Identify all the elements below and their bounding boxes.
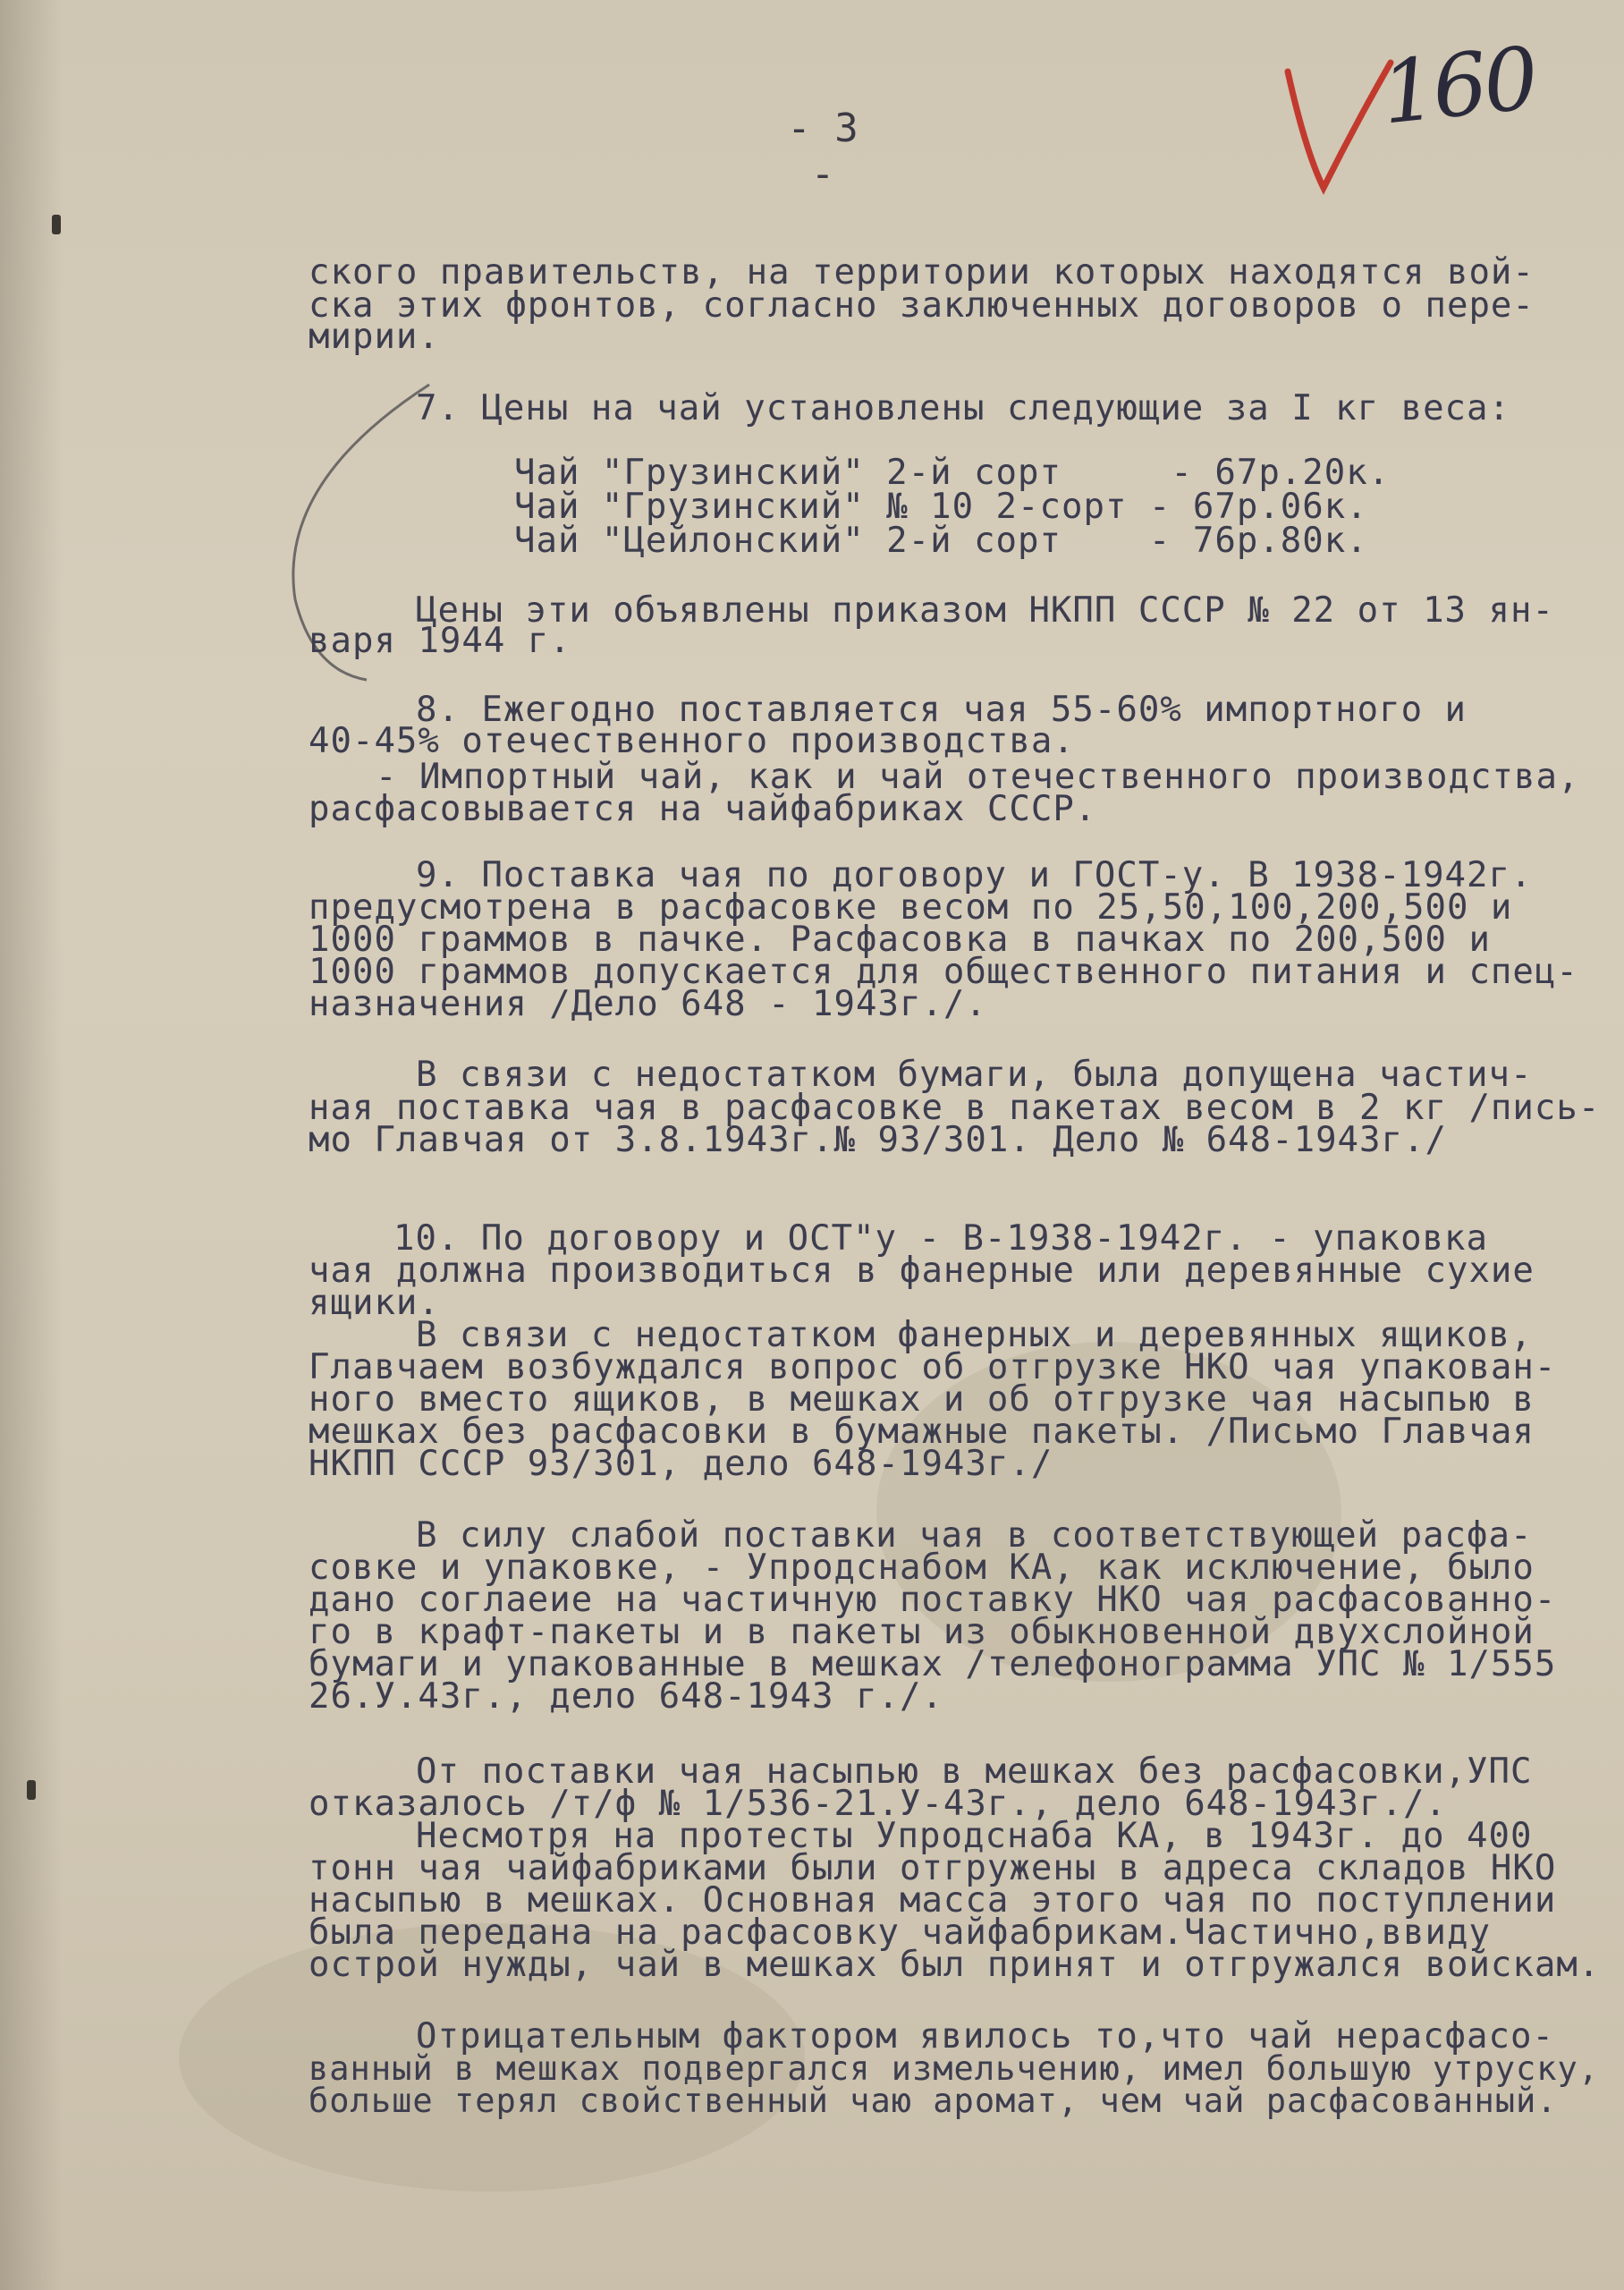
text-line: острой нужды, чай в мешках был принят и отгружался войскам. [309, 1945, 1601, 1985]
text-line: го в крафт-пакеты и в пакеты из обыкновенной двухслойной [309, 1612, 1535, 1652]
text-line: ванный в мешках подвергался измельчению, имел большую утруску, [309, 2049, 1600, 2088]
text-line: мо Главчая от 3.8.1943г.№ 93/301. Дело № 648-1943г./ [309, 1120, 1447, 1160]
text-line: назначения /Дело 648 - 1943г./. [309, 984, 987, 1024]
text-line: больше терял свойственный чаю аромат, чем чай расфасованный. [309, 2082, 1558, 2120]
text-line: Несмотря на протесты Упродснаба КА, в 1943г. до 400 [416, 1816, 1533, 1856]
binding-mark [27, 1780, 36, 1800]
binding-mark [52, 215, 61, 234]
text-line: 7. Цены на чай установлены следующие за I кг веса: [416, 388, 1510, 428]
text-line: предусмотрена в расфасовке весом по 25,50,100,200,500 и [309, 887, 1513, 928]
text-line: ящики. [309, 1283, 440, 1323]
text-line: мирии. [309, 317, 440, 357]
text-line: бумаги и упакованные в мешках /телефонограмма УПС № 1/555 [309, 1644, 1557, 1684]
text-line: В силу слабой поставки чая в соответствующей расфа- [416, 1515, 1533, 1556]
archive-sheet-number: 160 [1376, 28, 1540, 144]
text-line: Цены эти объявлены приказом НКПП СССР № 22 от 13 ян- [416, 590, 1554, 631]
page-edge-shadow [0, 0, 63, 2290]
text-line: ная поставка чая в расфасовке в пакетах весом в 2 кг /пись- [309, 1088, 1601, 1128]
text-line: 40-45% отечественного производства. [309, 721, 1075, 761]
text-line: тонн чая чайфабриками были отгружены в адреса складов НКО [309, 1848, 1557, 1888]
text-line: 1000 граммов допускается для общественного питания и спец- [309, 952, 1578, 992]
text-line: НКПП СССР 93/301, дело 648-1943г./ [309, 1444, 1053, 1484]
text-line: ного вместо ящиков, в мешках и об отгрузке чая насыпью в [309, 1379, 1535, 1420]
text-line: 26.У.43г., дело 648-1943 г./. [309, 1676, 943, 1717]
text-line: Отрицательным фактором явилось то,что чай нерасфасо- [416, 2016, 1554, 2057]
text-line: совке и упаковке, - Упродснабом КА, как исключение, было [309, 1548, 1535, 1588]
text-line: дано соглаеие на частичную поставку НКО чая расфасованно- [309, 1580, 1557, 1620]
page-number: - 3 - [787, 106, 859, 197]
text-line: - Импортный чай, как и чай отечественного производства, [376, 757, 1580, 797]
text-line: 9. Поставка чая по договору и ГОСТ-у. В 1938-1942г. [416, 855, 1533, 895]
text-line: От поставки чая насыпью в мешках без расфасовки,УПС [416, 1751, 1533, 1792]
text-line: В связи с недостатком бумаги, была допущена частич- [416, 1055, 1533, 1095]
text-line: мешках без расфасовки в бумажные пакеты. /Письмо Главчая [309, 1412, 1535, 1452]
text-line: отказалось /т/ф № 1/536-21.У-43г., дело 648-1943г./. [309, 1784, 1447, 1824]
price-line: Чай "Грузинский" 2-й сорт - 67р.20к. [514, 453, 1391, 493]
price-line: Чай "Грузинский" № 10 2-сорт - 67р.06к. [514, 487, 1368, 527]
price-line: Чай "Цейлонский" 2-й сорт - 76р.80к. [514, 521, 1368, 561]
text-line: была передана на расфасовку чайфабрикам.Частично,ввиду [309, 1913, 1491, 1953]
text-line: ска этих фронтов, согласно заключенных договоров о пере- [309, 285, 1535, 326]
text-line: варя 1944 г. [309, 621, 571, 661]
text-line: расфасовывается на чайфабриках СССР. [309, 789, 1097, 829]
text-line: 1000 граммов в пачке. Расфасовка в пачках по 200,500 и [309, 920, 1491, 960]
text-line: Главчаем возбуждался вопрос об отгрузке НКО чая упакован- [309, 1347, 1557, 1387]
text-line: 8. Ежегодно поставляется чая 55-60% импортного и [416, 690, 1468, 730]
text-line: насыпью в мешках. Основная масса этого чая по поступлении [309, 1880, 1557, 1921]
text-line: В связи с недостатком фанерных и деревянных ящиков, [416, 1315, 1533, 1355]
text-line: ского правительств, на территории которых находятся вой- [309, 252, 1535, 293]
text-line: 10. По договору и ОСТ"у - В-1938-1942г. - упаковка [393, 1218, 1488, 1259]
text-line: чая должна производиться в фанерные или деревянные сухие [309, 1251, 1535, 1291]
